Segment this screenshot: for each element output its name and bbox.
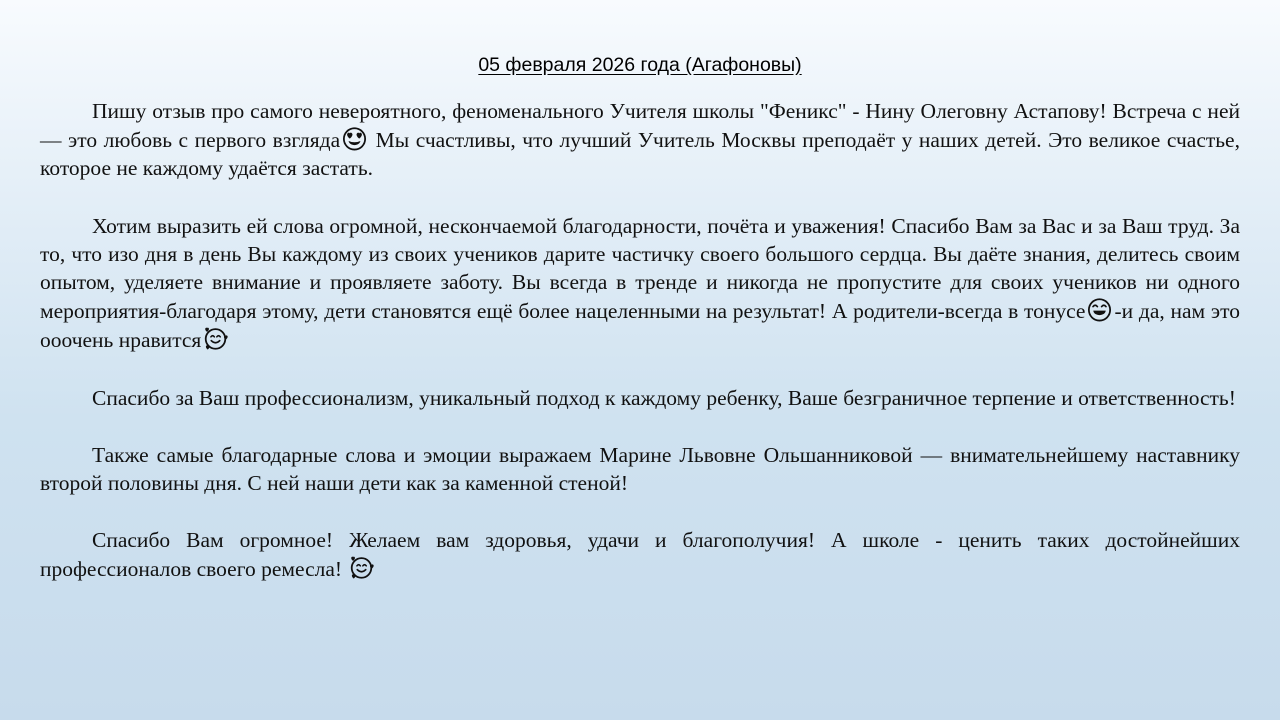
heart-eyes-face-emoji-icon [341,125,368,152]
smiling-face-with-hearts-emoji-icon [202,325,229,352]
page-title: 05 февраля 2026 года (Агафоновы) [478,54,802,76]
paragraph [40,441,1240,497]
review-body [40,97,1240,613]
text-run: Пишу отзыв про самого невероятного, феноменального Учителя школы "Феникс" - Нину Олеговну Астапову! Встреча с ней — это любовь с первого взгляда [40,99,1240,153]
paragraph [40,212,1240,355]
text-run: -и да, нам это ооочень нравится [40,299,1240,353]
text-run: Мы счастливы, что лучший Учитель Москвы преподаёт у наших детей. Это великое счастье, которое не каждому удаётся застать. [40,128,1240,181]
text-run: Также самые благодарные слова и эмоции выражаем Марине Львовне Ольшанниковой — внимательнейшему наставнику второй половины дня. С ней наши дети как за каменной стеной! [40,442,1240,496]
text-run: Спасибо за Ваш профессионализм, уникальный подход к каждому ребенку, Ваше безграничное терпение и ответственность! [92,385,1236,410]
text-run: Хотим выразить ей слова огромной, нескончаемой благодарности, почёта и уважения! Спасибо Вам за Вас и за Ваш труд. За то, что изо дня в день Вы каждому из своих учеников дарите частичку своего большого сердца. Вы даёте знания, делитесь своим опытом, уделяете внимание и проявляете заботу. Вы всегда в тренде и никогда не пропустите для своих учеников ни одного мероприятия-благодаря этому, дети становятся ещё более нацеленными на результат! А родители-всегда в тонусе [40,213,1240,324]
text-run: Спасибо Вам огромное! Желаем вам здоровья, удачи и благополучия! А школе - ценить таких достойнейших профессионалов своего ремесла! [40,528,1240,582]
grinning-face-emoji-icon [1086,296,1113,323]
paragraph [40,384,1240,412]
smiling-face-with-hearts-emoji-icon [348,554,375,581]
paragraph [40,526,1240,583]
paragraph [40,97,1240,183]
